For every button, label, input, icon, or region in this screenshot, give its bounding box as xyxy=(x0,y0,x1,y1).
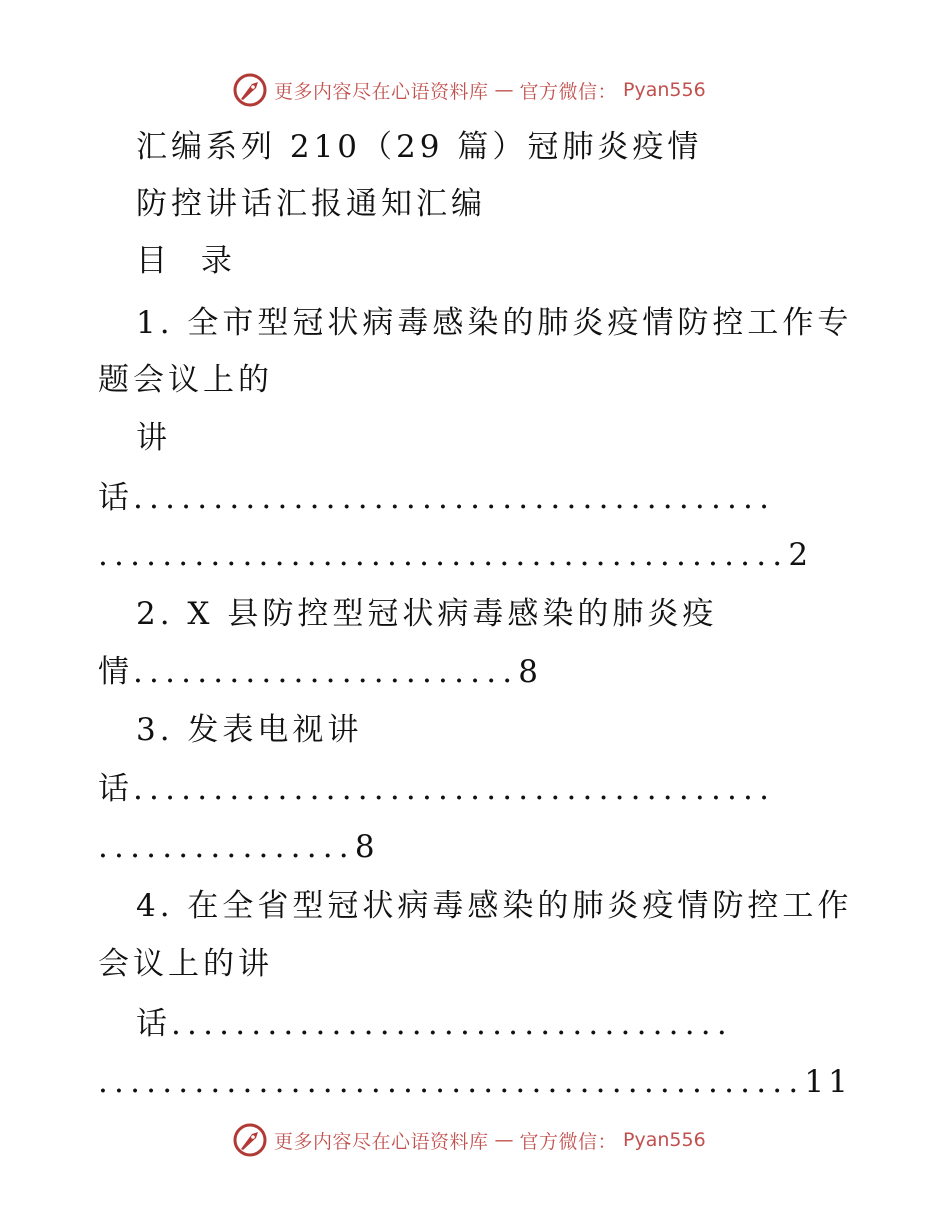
toc-entry-4-leader-dots: ................................... xyxy=(171,1006,733,1042)
watermark-account: Pyan556 xyxy=(623,1129,706,1151)
toc-entry-3-line-b xyxy=(98,769,775,809)
toc-entry-1-label: 话 xyxy=(98,480,133,516)
toc-entry-3-leader-dots-continued: ................ xyxy=(98,829,355,865)
toc-entry-4-page: 11 xyxy=(804,1064,852,1100)
watermark-separator: — xyxy=(494,1129,514,1151)
toc-entry-4-line-b: 会议上的讲 xyxy=(98,946,273,982)
toc-entry-1-line-e xyxy=(98,535,812,575)
pen-nib-logo-icon xyxy=(232,72,268,108)
toc-entry-3-page: 8 xyxy=(354,829,379,865)
toc-entry-4-leader-dots-continued: ............................................ xyxy=(98,1064,805,1100)
watermark-text: 更多内容尽在心语资料库 xyxy=(274,80,489,103)
toc-entry-1-line-c: 讲 xyxy=(136,420,171,456)
toc-entry-2-leader-dots: ........................ xyxy=(133,654,519,690)
watermark-wechat-label: 官方微信： xyxy=(519,1130,618,1153)
toc-entry-1-leader-dots: ........................................ xyxy=(133,480,776,516)
toc-entry-4-line-c xyxy=(136,1004,733,1044)
toc-entry-1-leader-dots-continued: ........................................... xyxy=(98,537,789,573)
toc-entry-2-line-a: 2. X 县防控型冠状病毒感染的肺炎疫 xyxy=(136,596,718,632)
document-title-line-1: 汇编系列 210（29 篇）冠肺炎疫情 xyxy=(136,129,703,165)
toc-entry-4-line-a: 4. 在全省型冠状病毒感染的肺炎疫情防控工作 xyxy=(136,888,853,924)
toc-entry-1-page: 2 xyxy=(788,537,813,573)
watermark-account: Pyan556 xyxy=(623,79,706,101)
footer-watermark xyxy=(232,1120,706,1160)
watermark-text: 更多内容尽在心语资料库 xyxy=(274,1130,489,1153)
toc-entry-2-line-b xyxy=(98,652,542,692)
toc-entry-3-line-a: 3. 发表电视讲 xyxy=(136,712,363,748)
toc-entry-3-line-c xyxy=(98,827,379,867)
toc-entry-4-label: 话 xyxy=(136,1006,171,1042)
watermark-separator: — xyxy=(494,79,514,101)
watermark-wechat-label: 官方微信： xyxy=(519,80,618,103)
toc-entry-2-label: 情 xyxy=(98,654,133,690)
toc-entry-4-line-d xyxy=(98,1062,852,1102)
toc-entry-3-label: 话 xyxy=(98,771,133,807)
toc-entry-1-line-b: 题会议上的 xyxy=(98,362,273,398)
toc-entry-3-leader-dots: ........................................ xyxy=(133,771,776,807)
document-title-line-2: 防控讲话汇报通知汇编 xyxy=(136,186,486,222)
header-watermark xyxy=(232,70,706,110)
pen-nib-logo-icon xyxy=(232,1122,268,1158)
toc-entry-2-page: 8 xyxy=(518,654,543,690)
toc-entry-1-line-a: 1. 全市型冠状病毒感染的肺炎疫情防控工作专 xyxy=(136,305,853,341)
toc-entry-1-line-d xyxy=(98,478,775,518)
toc-heading: 目 录 xyxy=(136,243,244,279)
